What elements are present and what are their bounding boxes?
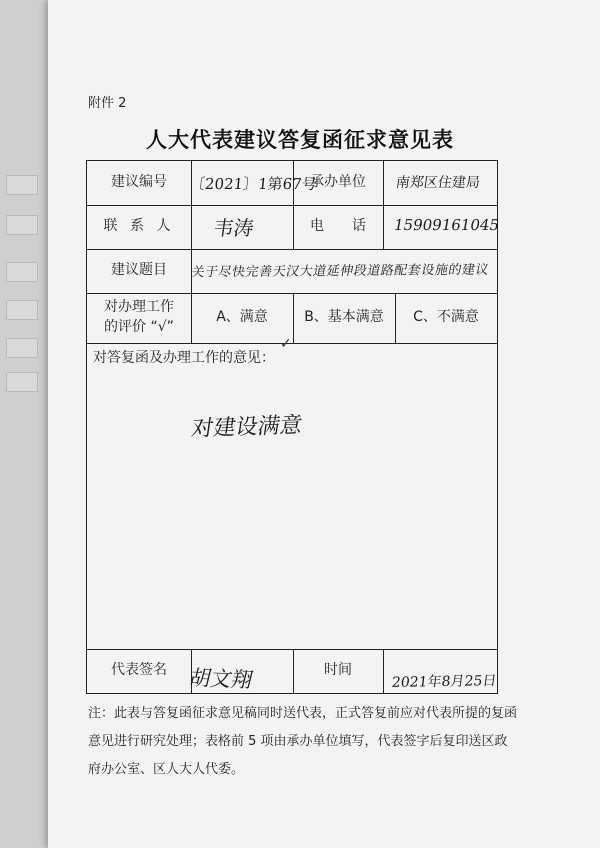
adjacent-page-mark [6,175,38,195]
option-unsatisfied: C、不满意 [413,309,479,326]
page-title: 人大代表建议答复函征求意见表 [146,128,454,152]
option-basically-satisfied: B、基本满意 [304,309,384,326]
evaluation-label [87,293,191,343]
adjacent-page-mark [6,300,38,320]
adjacent-page-mark [6,215,38,235]
representative-signature: 胡文翔 [187,665,256,693]
handling-unit-handwriting: 南郑区住建局 [394,175,481,191]
adjacent-page-mark [6,338,38,358]
contact-person-label: 联 系 人 [103,218,175,235]
suggestion-topic-label: 建议题目 [111,262,167,279]
attachment-label: 附件 2 [88,96,127,111]
phone-handwriting: 15909161045 [392,216,501,234]
option-satisfied: A、满意 [216,309,268,326]
footnote: 注：此表与答复函征求意见稿同时送代表，正式答复前应对代表所提的复函意见进行研究处理；表格前 5 项由承办单位填写，代表签字后复印送区政府办公室、区人大人代委。 [88,706,518,777]
phone-label: 电 话 [310,218,366,235]
adjacent-page-mark [6,372,38,392]
time-label: 时间 [324,662,352,679]
checkmark-icon: ✓ [280,336,292,352]
date-handwriting: 2021年8月25日 [390,673,498,691]
handling-unit-label: 承办单位 [310,174,366,191]
evaluation-label-line1: 对办理工作 [104,299,174,316]
suggestion-number-label: 建议编号 [111,174,167,191]
signature-label: 代表签名 [111,662,167,679]
adjacent-page-mark [6,262,38,282]
opinion-label: 对答复函及办理工作的意见： [93,350,275,366]
suggestion-number-handwriting: 〔2021〕1第67号 [189,175,318,193]
opinion-handwriting: 对建设满意 [189,413,304,442]
contact-person-handwriting: 韦涛 [212,216,256,240]
suggestion-topic-handwriting: 关于尽快完善天汉大道延伸段道路配套设施的建议 [190,262,491,281]
evaluation-label-line2: 的评价 “√” [104,319,174,335]
